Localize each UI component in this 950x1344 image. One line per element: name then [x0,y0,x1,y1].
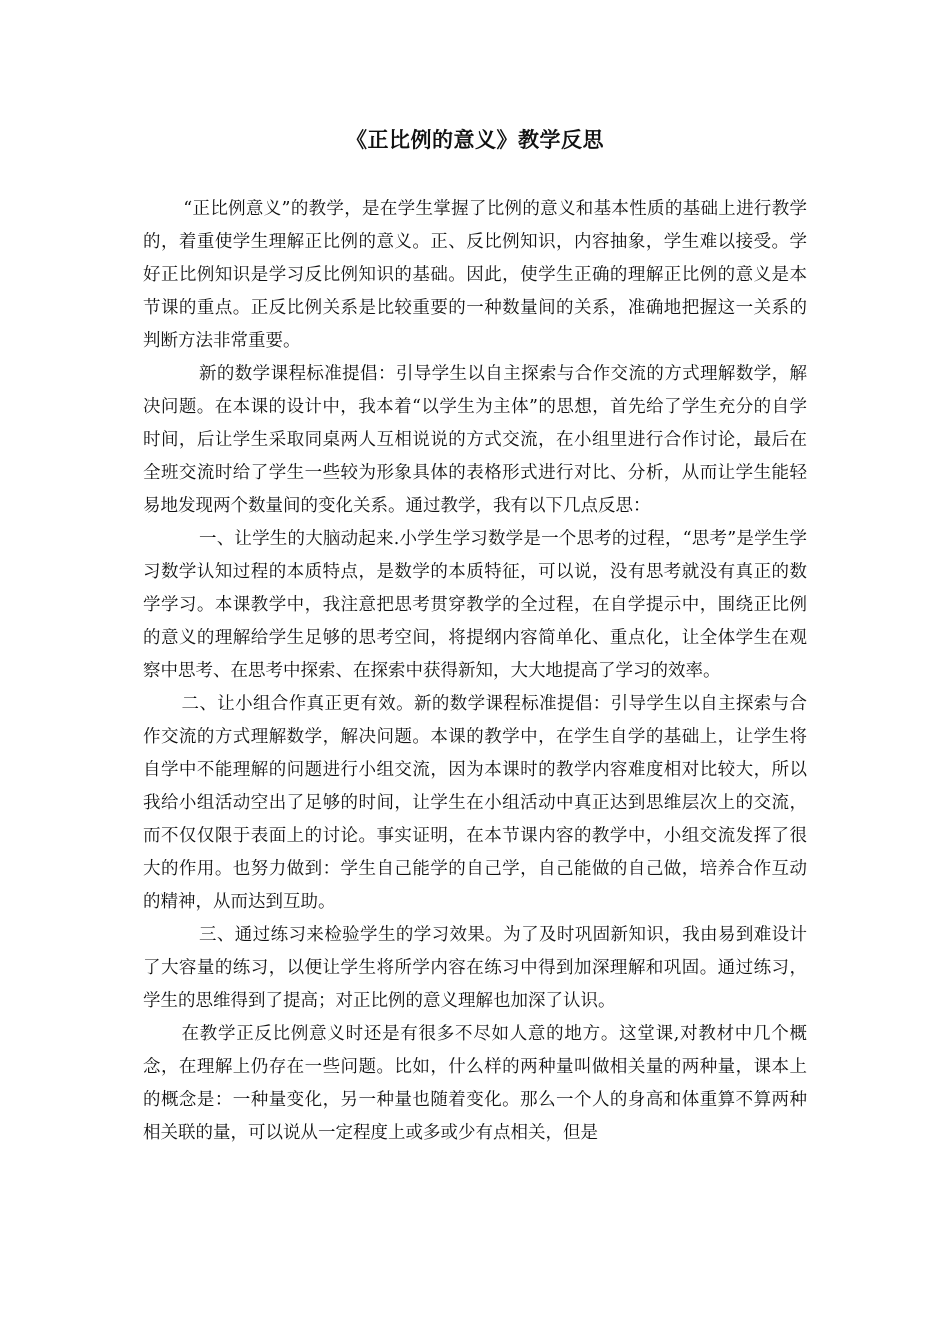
document-body [143,193,807,1150]
paragraph-curriculum: 新的数学课程标准提倡：引导学生以自主探索与合作交流的方式理解数学，解决问题。在本课的设计中，我本着“以学生为主体”的思想，首先给了学生充分的自学时间，后让学生采取同桌两人互相说说的方式交流，在小组里进行合作讨论，最后在全班交流时给了学生一些较为形象具体的表格形式进行对比、分析，从而让学生能轻易地发现两个数量间的变化关系。通过教学，我有以下几点反思： [143,364,807,516]
document-title: 《正比例的意义》教学反思 [346,128,604,152]
paragraph-reflection-two: 二、让小组合作真正更有效。新的数学课程标准提倡：引导学生以自主探索与合作交流的方式理解数学，解决问题。本课的教学中，在学生自学的基础上，让学生将自学中不能理解的问题进行小组交流，因为本课时的教学内容难度相对比较大，所以我给小组活动空出了足够的时间，让学生在小组活动中真正达到思维层次上的交流，而不仅仅限于表面上的讨论。事实证明，在本节课内容的教学中，小组交流发挥了很大的作用。也努力做到：学生自己能学的自己学，自己能做的自己做，培养合作互动的精神，从而达到互助。 [143,694,807,912]
paragraph-reflection-three: 三、通过练习来检验学生的学习效果。为了及时巩固新知识，我由易到难设计了大容量的练习，以便让学生将所学内容在练习中得到加深理解和巩固。通过练习，学生的思维得到了提高；对正比例的意义理解也加深了认识。 [143,925,807,1011]
paragraph-reflection-one: 一、让学生的大脑动起来.小学生学习数学是一个思考的过程，“思考”是学生学习数学认知过程的本质特点，是数学的本质特征，可以说，没有思考就没有真正的数学学习。本课教学中，我注意把思考贯穿教学的全过程，在自学提示中，围绕正比例的意义的理解给学生足够的思考空间，将提纲内容简单化、重点化，让全体学生在观察中思考、在思考中探索、在探索中获得新知，大大地提高了学习的效率。 [143,529,807,681]
paragraph-shortcomings: 在教学正反比例意义时还是有很多不尽如人意的地方。这堂课,对教材中几个概念，在理解上仍存在一些问题。比如，什么样的两种量叫做相关量的两种量，课本上的概念是：一种量变化，另一种量也随着变化。那么一个人的身高和体重算不算两种相关联的量，可以说从一定程度上或多或少有点相关，但是 [143,1024,807,1143]
paragraph-intro: “正比例意义”的教学，是在学生掌握了比例的意义和基本性质的基础上进行教学的，着重使学生理解正比例的意义。正、反比例知识，内容抽象，学生难以接受。学好正比例知识是学习反比例知识的基础。因此，使学生正确的理解正比例的意义是本节课的重点。正反比例关系是比较重要的一种数量间的关系，准确地把握这一关系的判断方法非常重要。 [143,199,807,351]
